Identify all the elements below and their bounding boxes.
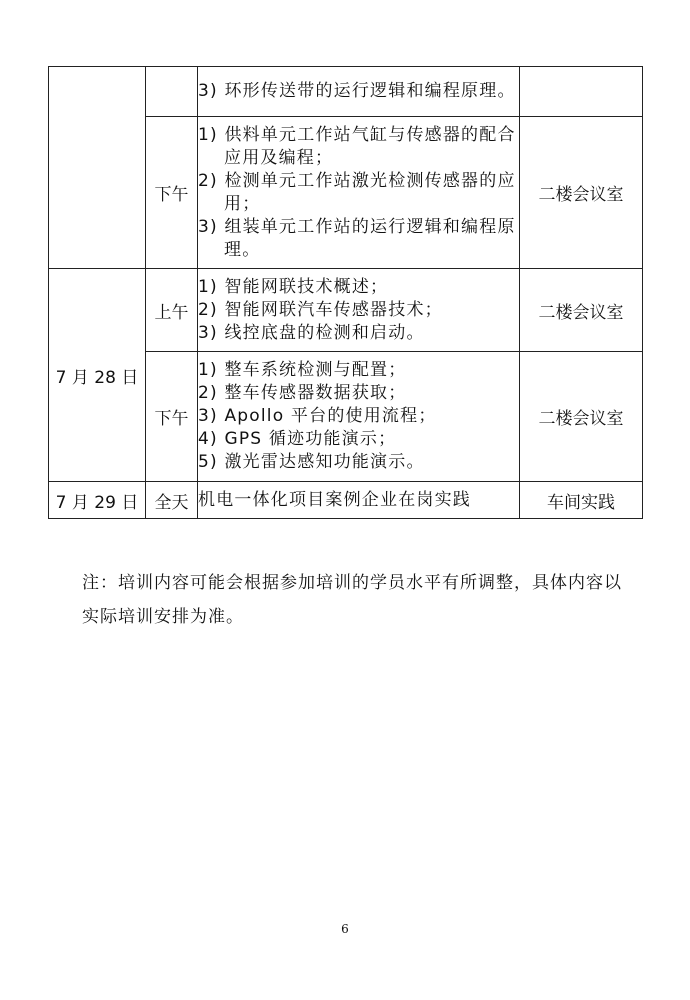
list-item: 4) GPS 循迹功能演示； [198, 429, 397, 449]
table-row [49, 482, 643, 519]
list-item: 5) 激光雷达感知功能演示。 [198, 452, 425, 472]
period-cell: 下午 [146, 352, 198, 482]
page-number: 6 [341, 922, 349, 936]
content-list [198, 124, 519, 262]
content-list [198, 80, 519, 103]
venue-cell [520, 67, 643, 117]
training-schedule-table [48, 66, 643, 519]
content-cell [198, 269, 520, 352]
list-item: 1) 供料单元工作站气缸与传感器的配合应用及编程； [198, 124, 516, 168]
date-cell-continued [49, 67, 146, 269]
list-item: 2) 智能网联汽车传感器技术； [198, 299, 443, 320]
list-item: 3) 线控底盘的检测和启动。 [198, 322, 425, 343]
list-item: 3) 组装单元工作站的运行逻辑和编程原理。 [198, 216, 516, 260]
list-item: 3) Apollo 平台的使用流程； [198, 406, 437, 426]
period-cell [146, 67, 198, 117]
table-row [49, 269, 643, 352]
table-row [49, 67, 643, 117]
schedule-note: 注：培训内容可能会根据参加培训的学员水平有所调整，具体内容以实际培训安排为准。 [82, 573, 622, 627]
list-item: 2) 整车传感器数据获取； [198, 383, 407, 403]
list-item: 1) 整车系统检测与配置； [198, 360, 407, 380]
content-list [198, 276, 519, 345]
date-cell: 7 月 28 日 [49, 269, 146, 482]
period-cell: 上午 [146, 269, 198, 352]
content-list [198, 359, 519, 474]
content-cell [198, 352, 520, 482]
list-item: 1) 智能网联技术概述； [198, 276, 389, 297]
venue-cell: 二楼会议室 [520, 117, 643, 269]
content-cell [198, 117, 520, 269]
list-item: 3) 环形传送带的运行逻辑和编程原理。 [198, 81, 516, 101]
date-cell: 7 月 29 日 [49, 482, 146, 519]
venue-cell: 二楼会议室 [520, 269, 643, 352]
period-cell: 下午 [146, 117, 198, 269]
period-cell: 全天 [146, 482, 198, 519]
content-cell [198, 67, 520, 117]
content-cell [198, 482, 520, 519]
content-text: 机电一体化项目案例企业在岗实践 [198, 489, 471, 510]
venue-cell: 二楼会议室 [520, 352, 643, 482]
venue-cell: 车间实践 [520, 482, 643, 519]
list-item: 2) 检测单元工作站激光检测传感器的应用； [198, 170, 516, 214]
